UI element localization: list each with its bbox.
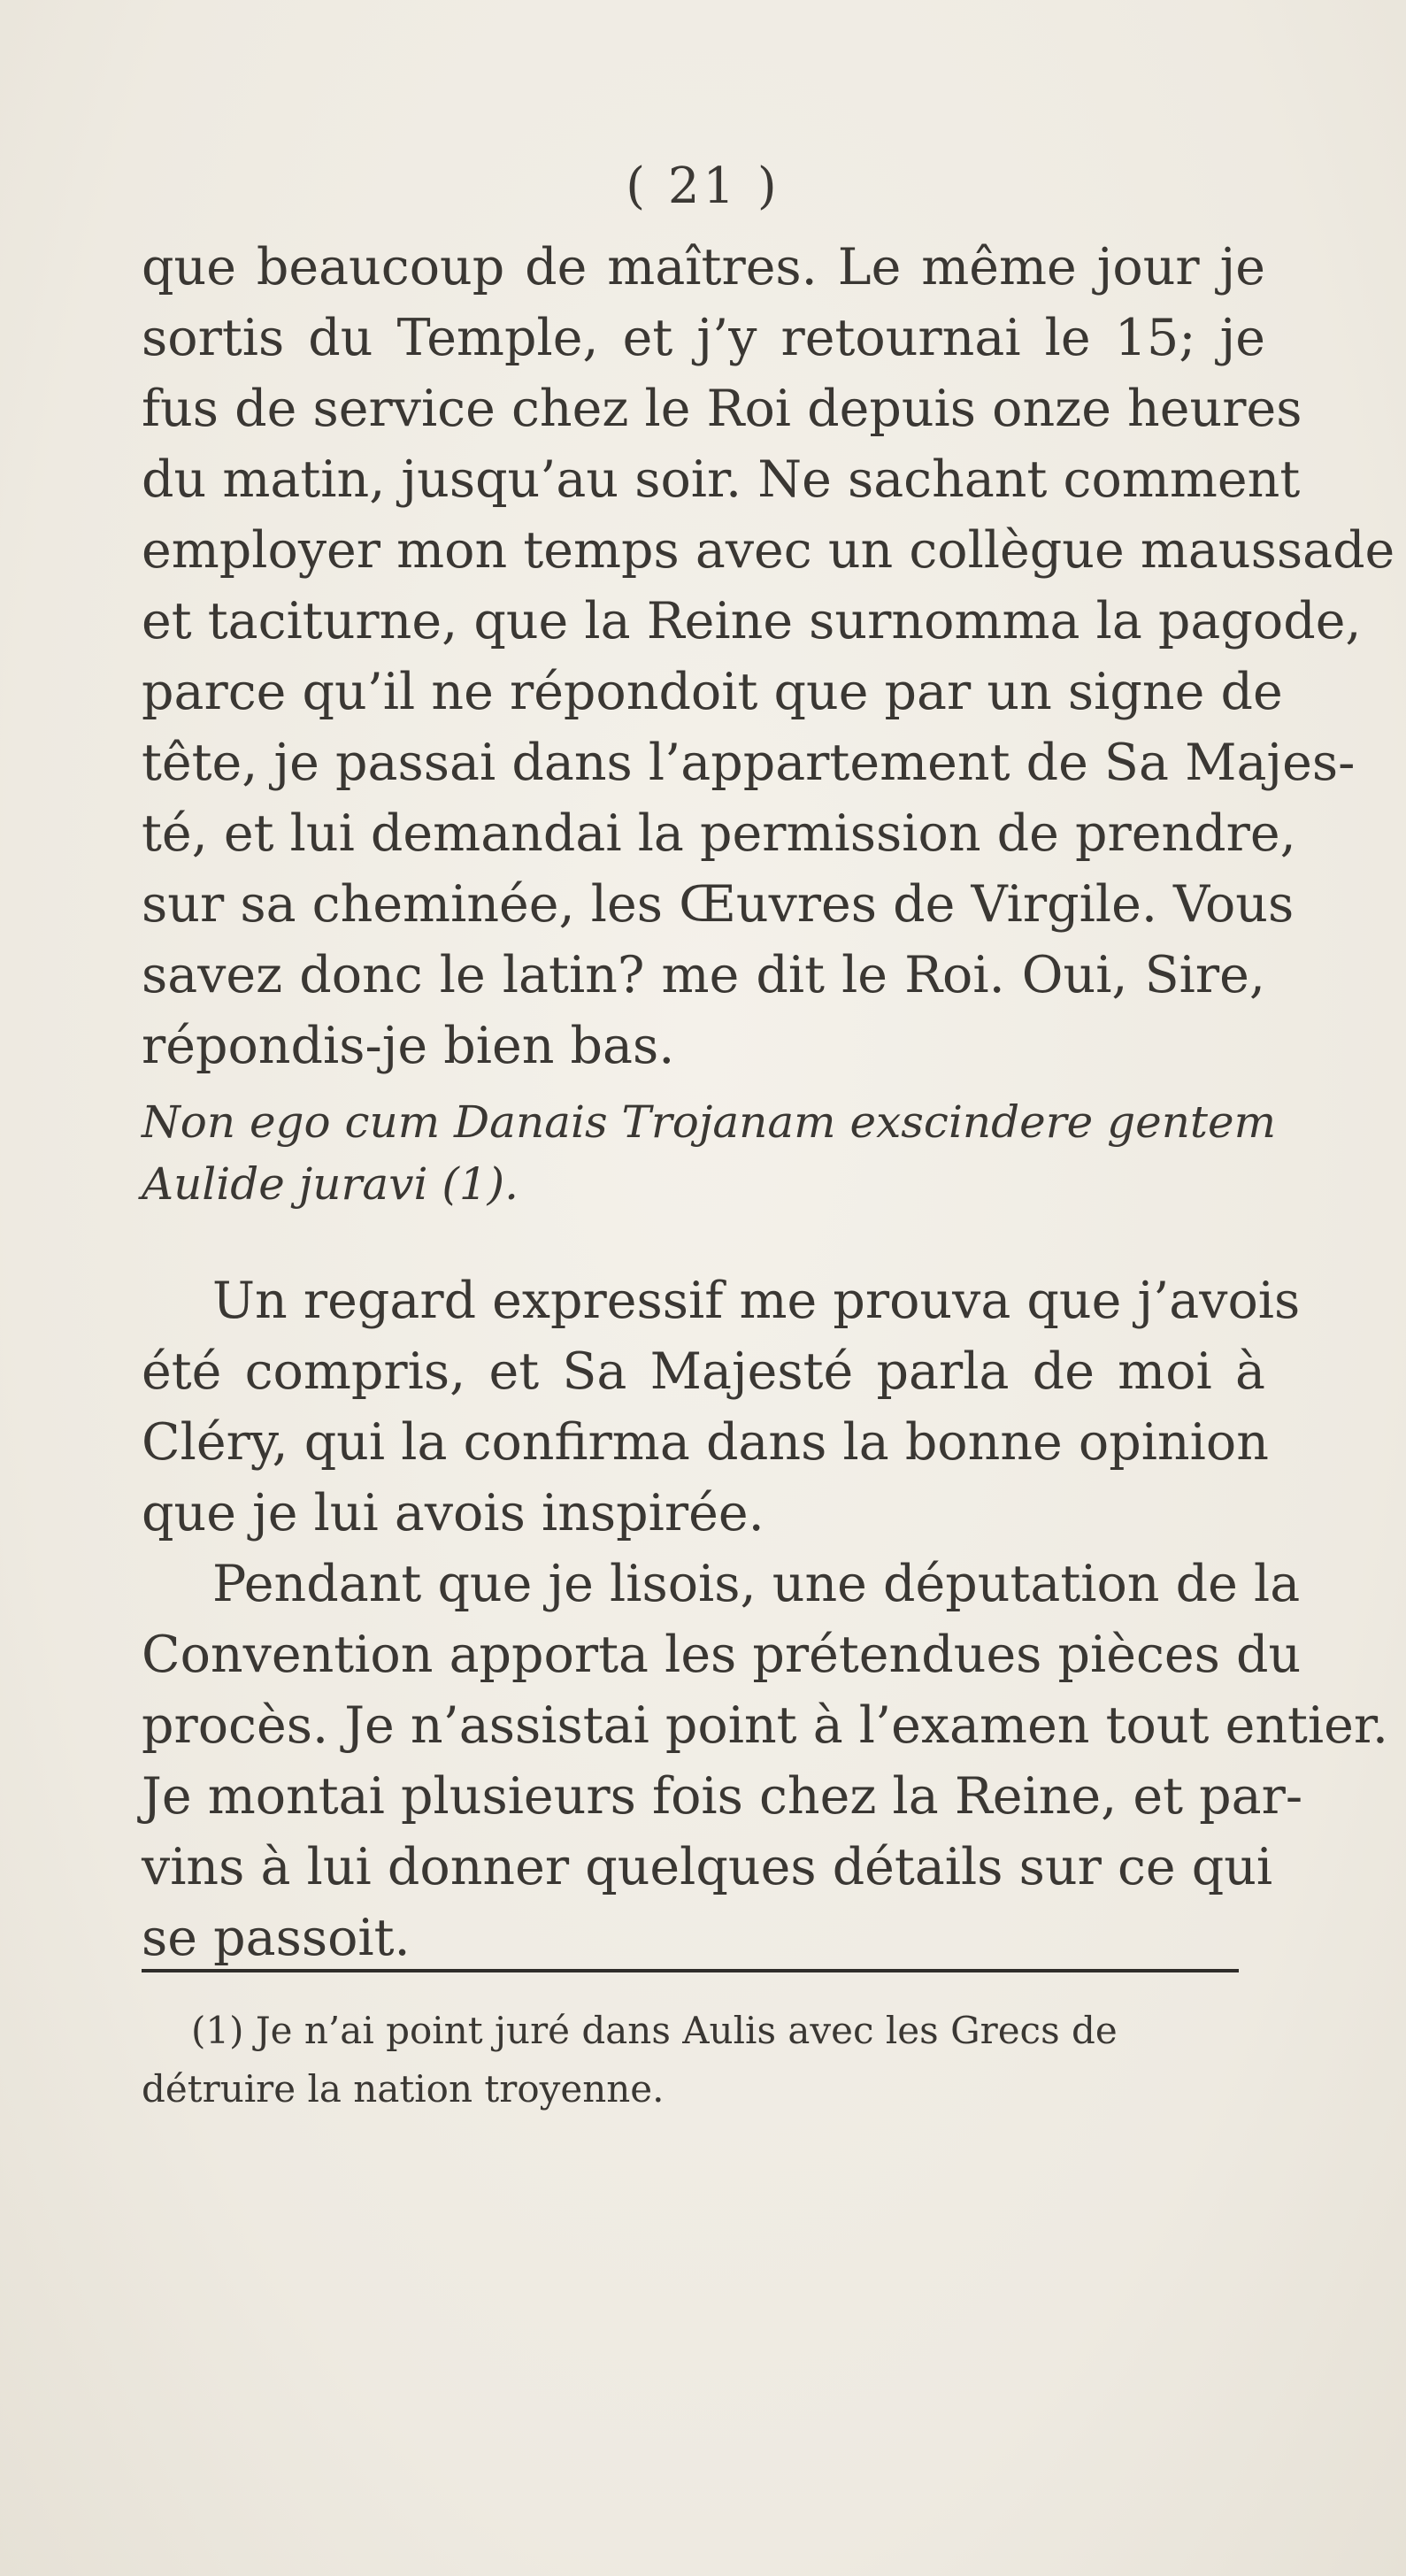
text-line: du matin, jusqu’au soir. Ne sachant comment xyxy=(142,450,1301,509)
text-line: sortis du Temple, et j’y retournai le 15; je xyxy=(142,309,1265,367)
footnote-divider xyxy=(142,1969,1239,1972)
text-line: vins à lui donner quelques détails sur ce qui xyxy=(142,1838,1273,1896)
footnote-line: (1) Je n’ai point juré dans Aulis avec les Grecs de xyxy=(191,2009,1118,2052)
text-line: Un regard expressif me prouva que j’avois xyxy=(212,1272,1301,1330)
text-line: été compris, et Sa Majesté parla de moi à xyxy=(142,1342,1265,1401)
text-line: tête, je passai dans l’appartement de Sa Majes- xyxy=(142,734,1356,792)
footnote xyxy=(142,2002,1239,2118)
text-line: fus de service chez le Roi depuis onze heures xyxy=(142,380,1302,438)
text-line: se passoit. xyxy=(142,1909,411,1967)
text-line: parce qu’il ne répondoit que par un signe de xyxy=(142,663,1283,721)
latin-quotation xyxy=(142,1091,1277,1215)
text-line: que beaucoup de maîtres. Le même jour je xyxy=(142,238,1265,296)
text-line: Cléry, qui la confirma dans la bonne opinion xyxy=(142,1413,1269,1472)
text-line: sur sa cheminée, les Œuvres de Virgile. Vous xyxy=(142,875,1295,934)
text-line: et taciturne, que la Reine surnomma la pagode, xyxy=(142,592,1362,650)
text-line: répondis-je bien bas. xyxy=(142,1017,675,1075)
text-line: Convention apporta les prétendues pièces du xyxy=(142,1626,1302,1684)
text-line: té, et lui demandai la permission de prendre, xyxy=(142,804,1296,863)
quote-line: Aulide juravi (1). xyxy=(142,1158,519,1210)
paragraph-1 xyxy=(142,232,1395,1081)
text-line: que je lui avois inspirée. xyxy=(142,1484,764,1542)
text-line: savez donc le latin? me dit le Roi. Oui, Sire, xyxy=(142,946,1265,1004)
footnote-line: détruire la nation troyenne. xyxy=(142,2067,665,2111)
paragraphs-2-3 xyxy=(142,1265,1388,1973)
text-line: Pendant que je lisois, une députation de la xyxy=(212,1555,1301,1613)
text-line: procès. Je n’assistai point à l’examen tout entier. xyxy=(142,1696,1388,1755)
text-line: Je montai plusieurs fois chez la Reine, et par- xyxy=(142,1767,1303,1826)
text-line: employer mon temps avec un collègue maussade xyxy=(142,521,1395,580)
page-number: ( 21 ) xyxy=(626,158,780,215)
quote-line: Non ego cum Danais Trojanam exscindere gentem xyxy=(142,1096,1277,1148)
